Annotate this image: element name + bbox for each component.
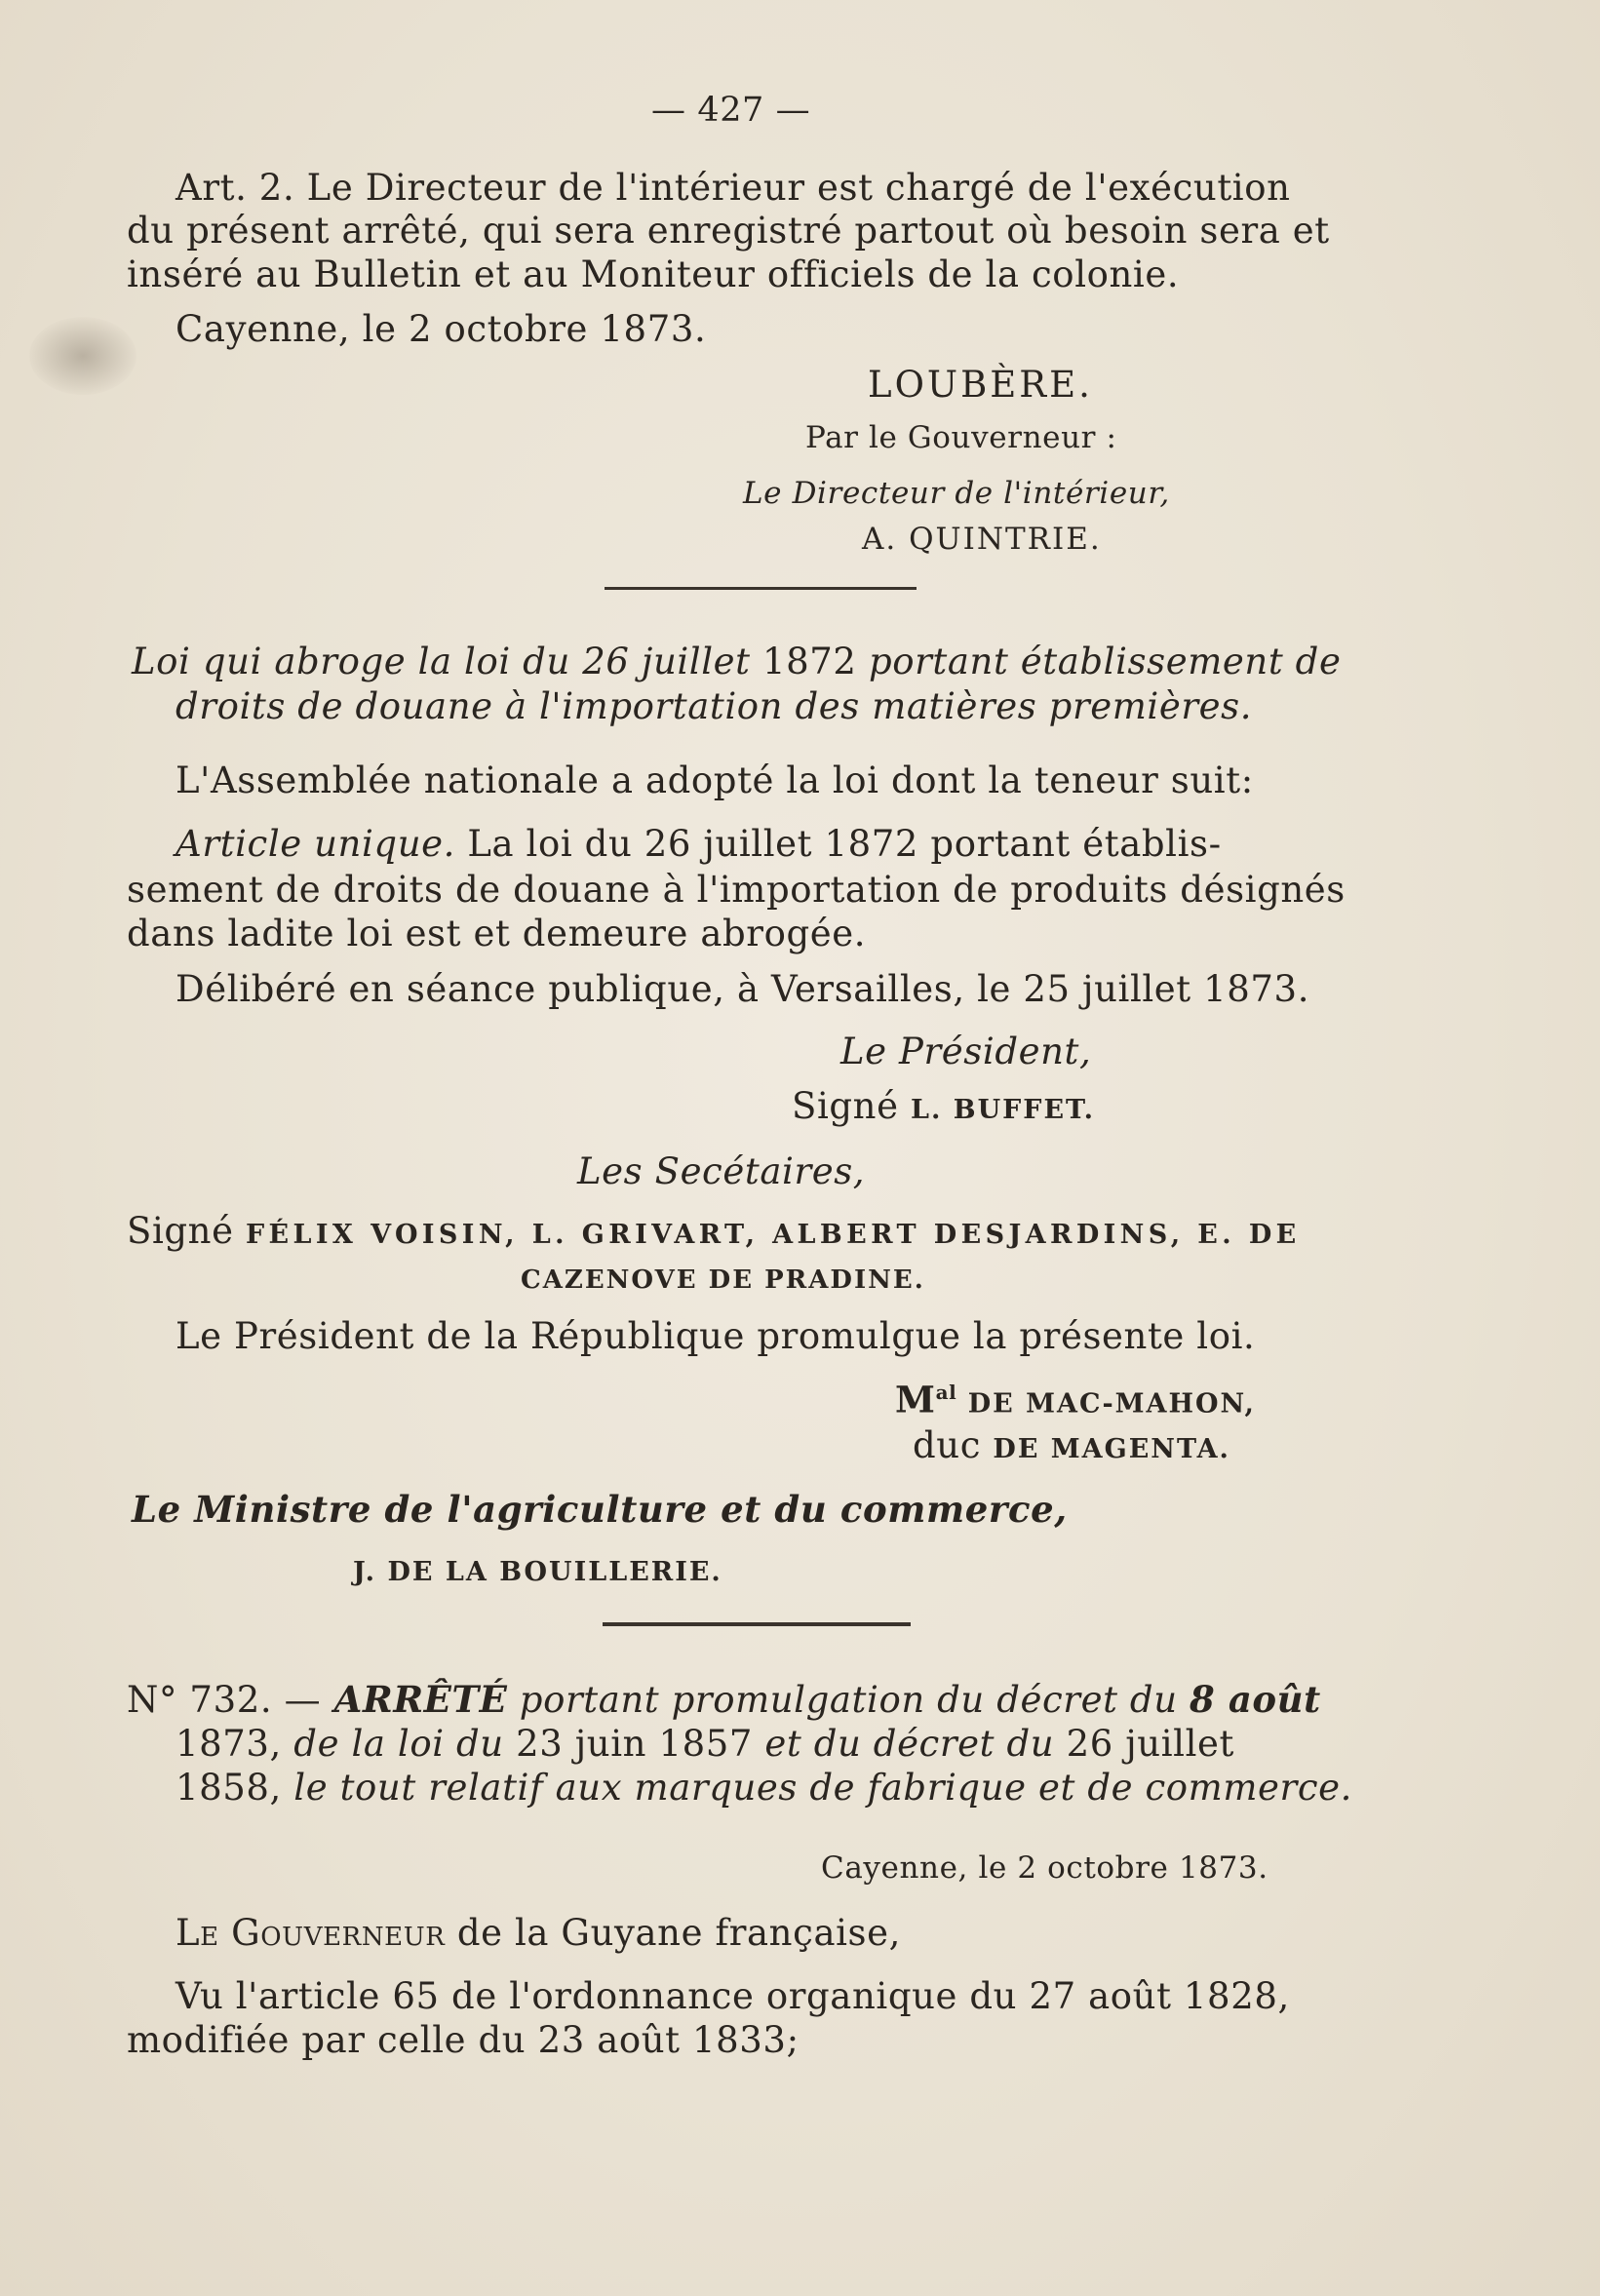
loi-article-line-3: dans ladite loi est et demeure abrogée. (127, 913, 867, 954)
loi-title-part-a: Loi qui abroge la loi du 26 juillet (132, 641, 763, 682)
arrete-date: Cayenne, le 2 octobre 1873. (821, 1850, 1268, 1886)
loi-title-line-2: droits de douane à l'importation des matières premières. (176, 685, 1253, 727)
secretaires-names-2: CAZENOVE DE PRADINE. (521, 1265, 925, 1295)
arrete-year-1858: 1858, (176, 1767, 282, 1809)
arrete-title-line-2 (176, 1722, 1234, 1767)
loi-title-year: 1872 (762, 641, 857, 682)
arrete-vu-line-2: modifiée par celle du 23 août 1833; (127, 2019, 800, 2061)
art2-line-1: Art. 2. Le Directeur de l'intérieur est chargé de l'exécution (176, 167, 1291, 209)
loi-promulgue: Le Président de la République promulgue la présente loi. (176, 1315, 1256, 1357)
art2-director-title: Le Directeur de l'intérieur, (743, 476, 1170, 511)
duc-name (913, 1423, 1230, 1472)
marechal-title: DE MAC-MAHON, (956, 1388, 1256, 1420)
art2-date: Cayenne, le 2 octobre 1873. (176, 308, 707, 350)
loi-article-line-2: sement de droits de douane à l'importation de produits désignés (127, 869, 1346, 911)
arrete-title-line-3 (176, 1766, 1352, 1810)
secretaires-title: Les Secétaires, (577, 1150, 866, 1192)
page-number: — 427 — (651, 91, 811, 130)
art2-director-name: A. QUINTRIE. (862, 522, 1102, 557)
secretaires-signe: Signé (127, 1210, 234, 1252)
arrete-loi-text: de la loi du (281, 1723, 517, 1765)
loi-article-text-1: La loi du 26 juillet 1872 portant établis- (455, 823, 1222, 865)
marechal-prefix: M (895, 1378, 936, 1421)
art2-line-2: du présent arrêté, qui sera enregistré partout où besoin sera et (127, 210, 1330, 252)
arrete-vu-line-1: Vu l'article 65 de l'ordonnance organique du 27 août 1828, (176, 1975, 1290, 2017)
ministre-name: J. DE LA BOUILLERIE. (353, 1557, 722, 1587)
section-divider-1 (605, 587, 917, 590)
arrete-loi-date: 23 juin 1857 (516, 1723, 754, 1765)
ministre-title: Le Ministre de l'agriculture et du commerce, (132, 1488, 1068, 1531)
arrete-decret-text: et du décret du (753, 1723, 1067, 1765)
arrete-title-text: portant promulgation du décret du (507, 1679, 1190, 1721)
secretaires-line-1 (127, 1209, 1301, 1258)
arrete-year-1873: 1873, (176, 1723, 282, 1765)
stain-mark (29, 317, 137, 395)
loi-title-part-c: portant établissement de (856, 641, 1342, 682)
section-divider-2 (603, 1622, 911, 1626)
president-name: L. BUFFET. (910, 1095, 1096, 1125)
arrete-title-line-1 (127, 1677, 1321, 1723)
loi-article-label: Article unique. (176, 823, 455, 865)
loi-article-line-1 (176, 822, 1222, 867)
secretaires-names-1: FÉLIX VOISIN, L. GRIVART, ALBERT DESJARDINS, E. DE (245, 1220, 1301, 1250)
art2-signer: LOUBÈRE. (868, 364, 1093, 406)
president-title: Le Président, (840, 1031, 1092, 1072)
art2-par: Par le Gouverneur : (805, 420, 1117, 455)
president-signe: Signé (792, 1085, 899, 1127)
arrete-decret-date: 26 juillet (1066, 1723, 1234, 1765)
marechal-name (895, 1370, 1256, 1426)
art2-line-3: inséré au Bulletin et au Moniteur officiels de la colonie. (127, 253, 1180, 295)
marechal-sup: al (935, 1381, 957, 1404)
arrete-relatif-text: le tout relatif aux marques de fabrique et de commerce. (281, 1767, 1353, 1809)
loi-title-line-1 (132, 640, 1341, 684)
duc-prefix: duc (913, 1424, 994, 1466)
arrete-keyword: ARRÊTÉ (321, 1678, 508, 1721)
duc-title: DE MAGENTA. (993, 1434, 1230, 1464)
president-signature (792, 1084, 1095, 1133)
arrete-gouverneur (176, 1911, 901, 1956)
gouverneur-label: Le Gouverneur (176, 1912, 446, 1954)
loi-assemblee: L'Assemblée nationale a adopté la loi dont la teneur suit: (176, 759, 1254, 801)
gouverneur-text: de la Guyane française, (445, 1912, 901, 1954)
loi-delibere: Délibéré en séance publique, à Versailles, le 25 juillet 1873. (176, 968, 1310, 1010)
arrete-title-date: 8 août (1190, 1678, 1321, 1721)
arrete-number: N° 732. — (127, 1679, 322, 1721)
